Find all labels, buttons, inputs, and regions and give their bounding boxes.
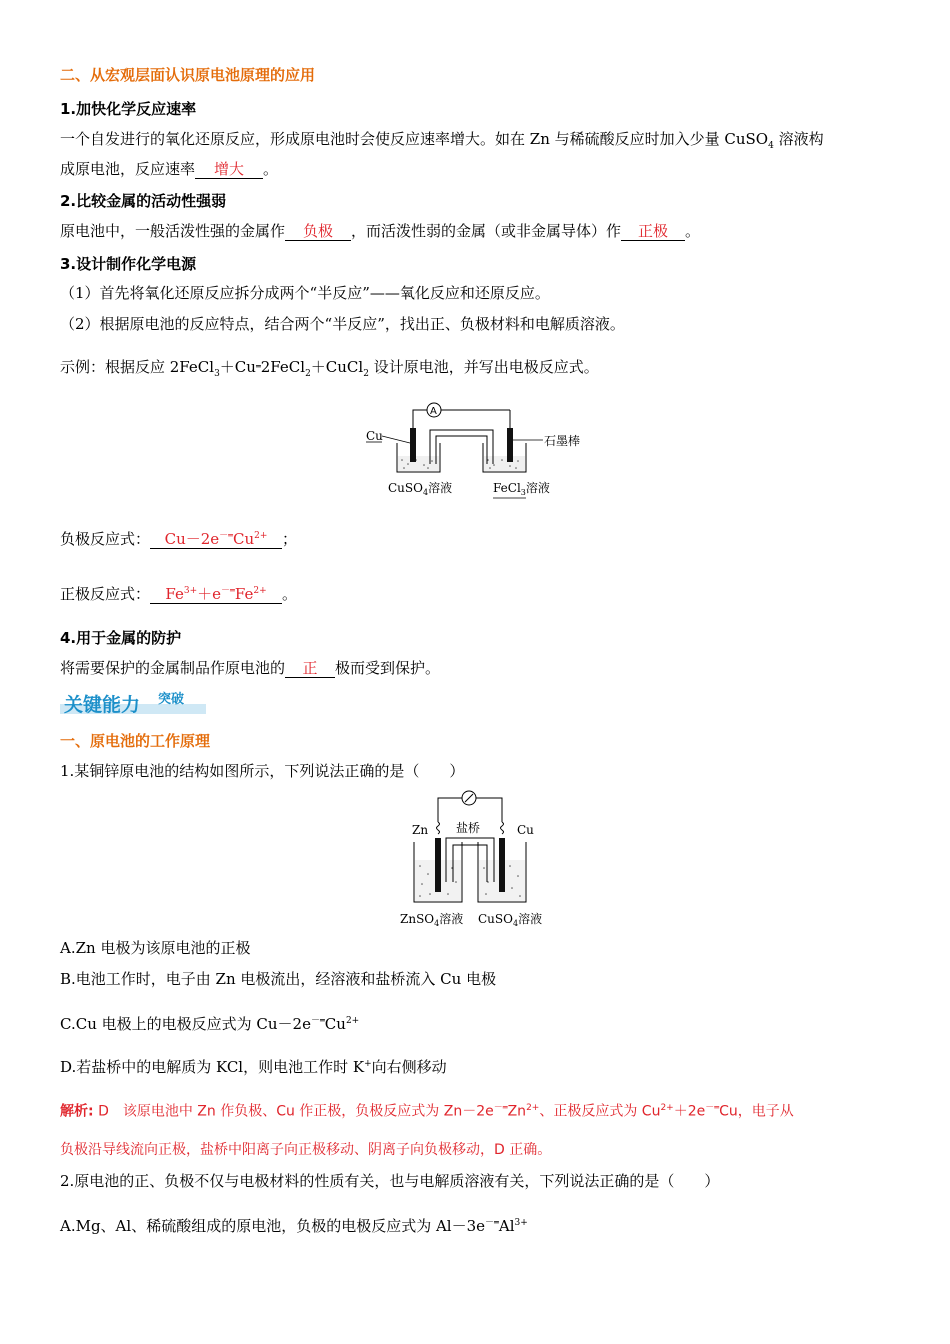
q1-option-c: C.Cu 电极上的电极反应式为 $Cu-2e^{-═}Cu^{2+}$ [60,1015,360,1033]
subsection-1-title: 1.加快化学反应速率 [60,100,197,118]
key-ability-banner: 关键能力 突破 [60,690,206,718]
q1-analysis-line1: 解析: D 该原电池中 Zn 作负极、Cu 作正极，负极反应式为 $Zn-2e^{-═}Zn^{2+}$、正极反应式为 $Cu^{2+}+2e^{-═}Cu$，电子从 [60,1103,794,1120]
zn-electrode [435,838,441,892]
q1-option-b: B.电池工作时，电子由 Zn 电极流出，经溶液和盐桥流入 Cu 电极 [60,970,497,988]
positive-reaction-blank: $Fe^{3+}+e^{-═}Fe^{2+}$ [150,582,282,604]
s3-point-2: （2）根据原电池的反应特点，结合两个“半反应”，找出正、负极材料和电解质溶液。 [60,315,625,333]
s2-answer-blank-1: 负极 [285,222,351,241]
cu-electrode [499,838,505,892]
s4-paragraph: 将需要保护的金属制品作原电池的 正 极而受到保护。 [60,659,441,677]
subsection-4-title: 4.用于金属的防护 [60,629,182,647]
graphite-label: 石墨棒 [544,434,581,448]
negative-electrode-reaction: 负极反应式： $Cu-2e^{-═}Cu^{2+}$ ； [60,527,297,549]
s2-paragraph: 原电池中，一般活泼性强的金属作 负极 ，而活泼性弱的金属（或非金属导体）作 正极 。 [60,222,701,240]
q2-option-a: A.Mg、Al、稀硫酸组成的原电池，负极的电极反应式为 $Al-3e^{-═}Al^{3+}$ [60,1217,528,1235]
cu-label: Cu [366,429,383,443]
s3-example: 示例：根据反应 2FeCl$_3$＋Cu═2FeCl$_2$＋CuCl$_2$ 设计原电池，并写出电极反应式。 [60,358,599,379]
zn-cu-salt-bridge-diagram [398,790,558,930]
section-heading-applications: 二、从宏观层面认识原电池原理的应用 [60,66,316,84]
s1-answer-blank: 增大 [195,160,263,179]
ammeter-label: A [430,406,437,417]
question-1-stem: 1.某铜锌原电池的结构如图所示，下列说法正确的是（ ） [60,762,465,780]
cuso4-label: CuSO$_4$溶液 [388,481,453,497]
zn-label: Zn [412,823,429,837]
cu-label: Cu [517,823,534,837]
subsection-3-title: 3.设计制作化学电源 [60,255,197,273]
s2-answer-blank-2: 正极 [621,222,685,241]
salt-bridge-label: 盐桥 [456,821,481,835]
s4-answer-blank: 正 [285,659,335,678]
fecl3-label: FeCl$_3$溶液 [493,481,550,497]
question-2-stem: 2.原电池的正、负极不仅与电极材料的性质有关，也与电解质溶液有关，下列说法正确的是（ ） [60,1172,720,1190]
q1-analysis-line2: 负极沿导线流向正极，盐桥中阳离子向正极移动、阴离子向负极移动，D 正确。 [60,1142,552,1158]
cu-electrode [410,428,416,462]
subsection-2-title: 2.比较金属的活动性强弱 [60,192,227,210]
negative-reaction-blank: $Cu-2e^{-═}Cu^{2+}$ [150,527,282,549]
positive-electrode-reaction: 正极反应式： $Fe^{3+}+e^{-═}Fe^{2+}$ 。 [60,582,297,604]
section-heading-working-principle: 一、原电池的工作原理 [60,732,211,750]
znso4-label: ZnSO$_4$溶液 [400,912,464,928]
q1-option-d: D.若盐桥中的电解质为 KCl，则电池工作时 K+向右侧移动 [60,1058,447,1076]
cuso4-label: CuSO$_4$溶液 [478,912,543,928]
s3-point-1: （1）首先将氧化还原反应拆分成两个“半反应”——氧化反应和还原反应。 [60,284,550,302]
s1-paragraph-line2: 成原电池，反应速率 增大 。 [60,160,279,178]
q1-option-a: A.Zn 电极为该原电池的正极 [60,939,251,957]
cu-fecl3-cell-diagram [360,398,600,504]
graphite-electrode [507,428,513,462]
s1-paragraph-line1: 一个自发进行的氧化还原反应，形成原电池时会使反应速率增大。如在 Zn 与稀硫酸反应时加入少量 CuSO$_4$ 溶液构 [60,130,824,151]
